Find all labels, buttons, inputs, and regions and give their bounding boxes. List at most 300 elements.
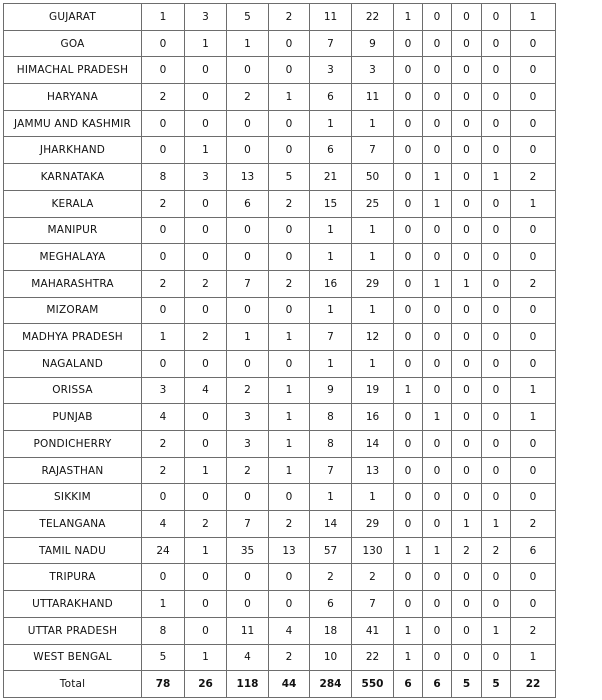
value-cell: 0	[452, 591, 482, 618]
total-value-cell: 6	[423, 671, 452, 698]
total-value-cell: 284	[310, 671, 352, 698]
value-cell: 2	[511, 617, 556, 644]
value-cell: 1	[352, 350, 394, 377]
value-cell: 5	[142, 644, 185, 671]
value-cell: 1	[310, 110, 352, 137]
value-cell: 0	[452, 244, 482, 271]
value-cell: 7	[310, 324, 352, 351]
value-cell: 2	[185, 511, 227, 538]
value-cell: 1	[310, 244, 352, 271]
value-cell: 13	[352, 457, 394, 484]
table-row	[4, 644, 556, 671]
value-cell: 22	[352, 4, 394, 31]
state-name-cell: MADHYA PRADESH	[4, 324, 142, 351]
value-cell: 2	[227, 377, 269, 404]
value-cell: 0	[185, 57, 227, 84]
value-cell: 0	[394, 57, 423, 84]
value-cell: 0	[452, 297, 482, 324]
value-cell: 50	[352, 164, 394, 191]
value-cell: 6	[310, 137, 352, 164]
value-cell: 2	[269, 190, 310, 217]
value-cell: 0	[227, 110, 269, 137]
table-row	[4, 537, 556, 564]
value-cell: 1	[423, 190, 452, 217]
value-cell: 2	[142, 457, 185, 484]
value-cell: 8	[142, 617, 185, 644]
value-cell: 0	[185, 484, 227, 511]
state-name-cell: KERALA	[4, 190, 142, 217]
value-cell: 3	[185, 4, 227, 31]
table-row	[4, 217, 556, 244]
value-cell: 1	[269, 84, 310, 111]
value-cell: 0	[394, 110, 423, 137]
value-cell: 0	[423, 297, 452, 324]
value-cell: 0	[185, 591, 227, 618]
state-name-cell: TRIPURA	[4, 564, 142, 591]
value-cell: 3	[227, 404, 269, 431]
value-cell: 7	[352, 137, 394, 164]
value-cell: 0	[394, 270, 423, 297]
state-name-cell: HARYANA	[4, 84, 142, 111]
value-cell: 1	[452, 270, 482, 297]
value-cell: 1	[394, 537, 423, 564]
value-cell: 1	[394, 644, 423, 671]
value-cell: 1	[227, 30, 269, 57]
value-cell: 0	[227, 350, 269, 377]
value-cell: 8	[142, 164, 185, 191]
value-cell: 0	[269, 137, 310, 164]
value-cell: 1	[394, 617, 423, 644]
value-cell: 7	[310, 30, 352, 57]
value-cell: 0	[511, 57, 556, 84]
value-cell: 2	[452, 537, 482, 564]
value-cell: 12	[352, 324, 394, 351]
value-cell: 6	[227, 190, 269, 217]
value-cell: 0	[394, 404, 423, 431]
value-cell: 2	[482, 537, 511, 564]
value-cell: 0	[394, 350, 423, 377]
total-value-cell: 5	[452, 671, 482, 698]
value-cell: 0	[482, 324, 511, 351]
value-cell: 0	[482, 244, 511, 271]
state-name-cell: PUNJAB	[4, 404, 142, 431]
value-cell: 0	[452, 30, 482, 57]
value-cell: 0	[142, 217, 185, 244]
value-cell: 0	[511, 217, 556, 244]
state-name-cell: PONDICHERRY	[4, 431, 142, 458]
total-value-cell: 26	[185, 671, 227, 698]
value-cell: 1	[511, 404, 556, 431]
value-cell: 0	[185, 110, 227, 137]
value-cell: 35	[227, 537, 269, 564]
value-cell: 0	[227, 591, 269, 618]
value-cell: 29	[352, 270, 394, 297]
value-cell: 0	[452, 644, 482, 671]
value-cell: 0	[142, 30, 185, 57]
value-cell: 0	[185, 84, 227, 111]
state-name-cell: UTTAR PRADESH	[4, 617, 142, 644]
value-cell: 0	[452, 564, 482, 591]
value-cell: 0	[394, 457, 423, 484]
value-cell: 0	[394, 564, 423, 591]
value-cell: 0	[482, 564, 511, 591]
table-row	[4, 404, 556, 431]
value-cell: 0	[142, 350, 185, 377]
value-cell: 0	[482, 57, 511, 84]
value-cell: 0	[227, 137, 269, 164]
value-cell: 2	[142, 431, 185, 458]
value-cell: 18	[310, 617, 352, 644]
value-cell: 1	[482, 617, 511, 644]
value-cell: 0	[142, 484, 185, 511]
state-name-cell: TELANGANA	[4, 511, 142, 538]
value-cell: 13	[227, 164, 269, 191]
value-cell: 0	[269, 110, 310, 137]
value-cell: 13	[269, 537, 310, 564]
table-row	[4, 484, 556, 511]
value-cell: 0	[482, 270, 511, 297]
value-cell: 0	[185, 564, 227, 591]
value-cell: 1	[310, 297, 352, 324]
value-cell: 0	[482, 431, 511, 458]
value-cell: 0	[482, 484, 511, 511]
value-cell: 4	[185, 377, 227, 404]
value-cell: 2	[352, 564, 394, 591]
value-cell: 0	[185, 617, 227, 644]
value-cell: 5	[227, 4, 269, 31]
table-row	[4, 324, 556, 351]
value-cell: 1	[142, 591, 185, 618]
table-row	[4, 350, 556, 377]
total-value-cell: 22	[511, 671, 556, 698]
value-cell: 0	[423, 377, 452, 404]
value-cell: 2	[142, 190, 185, 217]
value-cell: 2	[142, 84, 185, 111]
table-row	[4, 564, 556, 591]
value-cell: 0	[511, 484, 556, 511]
value-cell: 4	[142, 404, 185, 431]
table-row	[4, 137, 556, 164]
value-cell: 0	[452, 484, 482, 511]
state-name-cell: JAMMU AND KASHMIR	[4, 110, 142, 137]
value-cell: 0	[185, 297, 227, 324]
value-cell: 2	[185, 324, 227, 351]
value-cell: 0	[394, 137, 423, 164]
value-cell: 1	[352, 217, 394, 244]
value-cell: 0	[482, 644, 511, 671]
value-cell: 0	[482, 297, 511, 324]
value-cell: 1	[394, 4, 423, 31]
value-cell: 3	[142, 377, 185, 404]
value-cell: 41	[352, 617, 394, 644]
value-cell: 57	[310, 537, 352, 564]
table-row	[4, 297, 556, 324]
value-cell: 6	[310, 84, 352, 111]
value-cell: 1	[185, 644, 227, 671]
value-cell: 0	[142, 244, 185, 271]
value-cell: 0	[227, 484, 269, 511]
value-cell: 0	[185, 431, 227, 458]
value-cell: 9	[352, 30, 394, 57]
value-cell: 11	[310, 4, 352, 31]
state-name-cell: WEST BENGAL	[4, 644, 142, 671]
value-cell: 3	[227, 431, 269, 458]
state-name-cell: RAJASTHAN	[4, 457, 142, 484]
value-cell: 0	[511, 110, 556, 137]
value-cell: 0	[269, 57, 310, 84]
value-cell: 0	[452, 84, 482, 111]
value-cell: 0	[482, 350, 511, 377]
value-cell: 0	[394, 431, 423, 458]
table-row	[4, 244, 556, 271]
value-cell: 0	[511, 591, 556, 618]
value-cell: 10	[310, 644, 352, 671]
value-cell: 0	[269, 564, 310, 591]
value-cell: 16	[310, 270, 352, 297]
value-cell: 24	[142, 537, 185, 564]
value-cell: 0	[452, 57, 482, 84]
value-cell: 19	[352, 377, 394, 404]
value-cell: 1	[482, 164, 511, 191]
value-cell: 0	[452, 617, 482, 644]
state-name-cell: HIMACHAL PRADESH	[4, 57, 142, 84]
value-cell: 0	[482, 137, 511, 164]
value-cell: 14	[310, 511, 352, 538]
table-body	[4, 4, 556, 698]
value-cell: 1	[185, 137, 227, 164]
value-cell: 1	[310, 350, 352, 377]
value-cell: 2	[511, 164, 556, 191]
total-row	[4, 671, 556, 698]
value-cell: 5	[269, 164, 310, 191]
value-cell: 0	[452, 324, 482, 351]
value-cell: 0	[511, 30, 556, 57]
value-cell: 1	[423, 537, 452, 564]
value-cell: 0	[423, 350, 452, 377]
value-cell: 16	[352, 404, 394, 431]
value-cell: 29	[352, 511, 394, 538]
state-name-cell: MAHARASHTRA	[4, 270, 142, 297]
state-name-cell: GOA	[4, 30, 142, 57]
value-cell: 0	[423, 110, 452, 137]
value-cell: 0	[452, 190, 482, 217]
value-cell: 0	[452, 110, 482, 137]
total-value-cell: 5	[482, 671, 511, 698]
value-cell: 0	[394, 190, 423, 217]
value-cell: 0	[452, 217, 482, 244]
value-cell: 0	[452, 377, 482, 404]
value-cell: 1	[352, 110, 394, 137]
value-cell: 0	[394, 324, 423, 351]
value-cell: 1	[352, 484, 394, 511]
value-cell: 7	[227, 511, 269, 538]
value-cell: 2	[185, 270, 227, 297]
table-row	[4, 57, 556, 84]
value-cell: 0	[269, 591, 310, 618]
value-cell: 1	[511, 190, 556, 217]
value-cell: 0	[423, 57, 452, 84]
value-cell: 0	[423, 244, 452, 271]
value-cell: 1	[142, 4, 185, 31]
value-cell: 0	[185, 350, 227, 377]
value-cell: 0	[423, 457, 452, 484]
table-row	[4, 270, 556, 297]
state-data-table	[3, 3, 556, 698]
value-cell: 15	[310, 190, 352, 217]
value-cell: 0	[452, 4, 482, 31]
value-cell: 0	[482, 30, 511, 57]
value-cell: 0	[142, 57, 185, 84]
table-row	[4, 591, 556, 618]
value-cell: 1	[227, 324, 269, 351]
value-cell: 2	[227, 84, 269, 111]
value-cell: 2	[269, 511, 310, 538]
table-row	[4, 377, 556, 404]
state-name-cell: TAMIL NADU	[4, 537, 142, 564]
value-cell: 1	[142, 324, 185, 351]
value-cell: 0	[227, 57, 269, 84]
value-cell: 0	[269, 484, 310, 511]
value-cell: 0	[423, 511, 452, 538]
value-cell: 1	[185, 457, 227, 484]
value-cell: 0	[394, 217, 423, 244]
value-cell: 1	[352, 244, 394, 271]
value-cell: 7	[352, 591, 394, 618]
value-cell: 0	[394, 164, 423, 191]
value-cell: 0	[269, 297, 310, 324]
state-name-cell: MEGHALAYA	[4, 244, 142, 271]
value-cell: 0	[482, 377, 511, 404]
value-cell: 0	[142, 564, 185, 591]
value-cell: 0	[142, 137, 185, 164]
value-cell: 1	[423, 404, 452, 431]
value-cell: 0	[269, 30, 310, 57]
total-value-cell: 550	[352, 671, 394, 698]
value-cell: 1	[423, 164, 452, 191]
value-cell: 1	[269, 377, 310, 404]
value-cell: 1	[511, 377, 556, 404]
value-cell: 3	[310, 57, 352, 84]
value-cell: 0	[394, 591, 423, 618]
value-cell: 0	[394, 84, 423, 111]
value-cell: 0	[511, 457, 556, 484]
table-row	[4, 617, 556, 644]
value-cell: 1	[269, 431, 310, 458]
value-cell: 0	[394, 484, 423, 511]
value-cell: 0	[511, 324, 556, 351]
value-cell: 9	[310, 377, 352, 404]
total-value-cell: 118	[227, 671, 269, 698]
value-cell: 0	[482, 457, 511, 484]
value-cell: 0	[423, 137, 452, 164]
value-cell: 0	[482, 84, 511, 111]
value-cell: 4	[142, 511, 185, 538]
total-value-cell: 6	[394, 671, 423, 698]
table-row	[4, 164, 556, 191]
table-row	[4, 110, 556, 137]
value-cell: 0	[423, 564, 452, 591]
value-cell: 6	[511, 537, 556, 564]
value-cell: 1	[511, 644, 556, 671]
value-cell: 0	[142, 297, 185, 324]
value-cell: 0	[482, 110, 511, 137]
value-cell: 2	[269, 270, 310, 297]
value-cell: 1	[310, 484, 352, 511]
value-cell: 0	[142, 110, 185, 137]
value-cell: 1	[511, 4, 556, 31]
value-cell: 1	[394, 377, 423, 404]
state-name-cell: MANIPUR	[4, 217, 142, 244]
value-cell: 11	[352, 84, 394, 111]
value-cell: 0	[423, 644, 452, 671]
value-cell: 1	[352, 297, 394, 324]
value-cell: 7	[227, 270, 269, 297]
value-cell: 1	[423, 270, 452, 297]
value-cell: 2	[310, 564, 352, 591]
value-cell: 1	[269, 324, 310, 351]
value-cell: 2	[227, 457, 269, 484]
value-cell: 2	[269, 644, 310, 671]
value-cell: 0	[452, 350, 482, 377]
state-name-cell: UTTARAKHAND	[4, 591, 142, 618]
value-cell: 2	[269, 4, 310, 31]
value-cell: 25	[352, 190, 394, 217]
value-cell: 0	[423, 324, 452, 351]
value-cell: 21	[310, 164, 352, 191]
state-name-cell: GUJARAT	[4, 4, 142, 31]
value-cell: 0	[394, 244, 423, 271]
value-cell: 14	[352, 431, 394, 458]
value-cell: 0	[185, 404, 227, 431]
value-cell: 4	[269, 617, 310, 644]
value-cell: 0	[269, 217, 310, 244]
value-cell: 7	[310, 457, 352, 484]
value-cell: 0	[185, 244, 227, 271]
value-cell: 11	[227, 617, 269, 644]
value-cell: 0	[482, 404, 511, 431]
value-cell: 0	[482, 4, 511, 31]
value-cell: 0	[511, 297, 556, 324]
state-name-cell: SIKKIM	[4, 484, 142, 511]
value-cell: 1	[310, 217, 352, 244]
state-name-cell: NAGALAND	[4, 350, 142, 377]
total-label: Total	[4, 671, 142, 698]
value-cell: 6	[310, 591, 352, 618]
value-cell: 0	[185, 190, 227, 217]
value-cell: 0	[227, 297, 269, 324]
value-cell: 0	[423, 30, 452, 57]
value-cell: 3	[185, 164, 227, 191]
value-cell: 0	[394, 511, 423, 538]
state-name-cell: KARNATAKA	[4, 164, 142, 191]
total-value-cell: 44	[269, 671, 310, 698]
value-cell: 0	[452, 164, 482, 191]
value-cell: 0	[482, 217, 511, 244]
value-cell: 0	[227, 564, 269, 591]
table-row	[4, 431, 556, 458]
table-row	[4, 30, 556, 57]
value-cell: 1	[452, 511, 482, 538]
value-cell: 8	[310, 431, 352, 458]
total-value-cell: 78	[142, 671, 185, 698]
value-cell: 1	[482, 511, 511, 538]
value-cell: 0	[269, 350, 310, 377]
value-cell: 0	[423, 431, 452, 458]
value-cell: 0	[423, 484, 452, 511]
value-cell: 0	[423, 591, 452, 618]
value-cell: 0	[452, 404, 482, 431]
value-cell: 2	[142, 270, 185, 297]
